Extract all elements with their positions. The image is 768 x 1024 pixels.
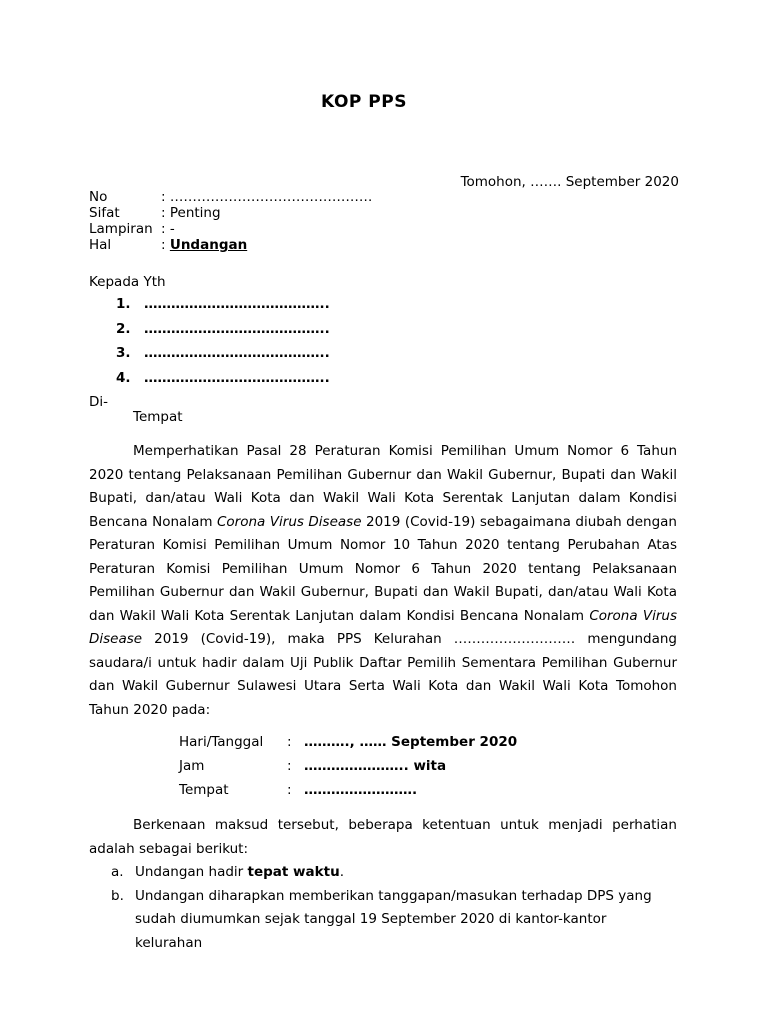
provision-letter: a.	[111, 864, 124, 880]
salutation: Kepada Yth	[89, 274, 166, 290]
meta-value: Penting	[169, 205, 221, 221]
meta-sep: :	[161, 189, 166, 205]
schedule-value: ………………….. wita	[304, 758, 447, 774]
meta-row-lampiran	[89, 221, 372, 237]
recipient-item	[116, 345, 330, 370]
schedule-sep: :	[287, 734, 292, 750]
schedule-row-place	[179, 778, 517, 802]
schedule-label: Tempat	[179, 782, 229, 798]
schedule-row-time	[179, 754, 517, 778]
para1-text: 2019 (Covid-19) sebagaimana diubah dengan Peraturan Komisi Pemilihan Umum Nomor 10 Tahun 2020 tentang Perubahan Atas Peraturan Komisi Pemilihan Umum Nomor 6 Tahun 2020 tentang Pelaksanaan Pemilihan Gubernur dan Wakil Gubernur, Bupati dan Wakil Bupati, dan/atau Wali Kota dan Wakil Wali Kota Serentak Lanjutan dalam Kondisi Bencana Nonalam	[89, 513, 677, 624]
meta-label: Lampiran	[89, 221, 153, 237]
meta-sep: :	[161, 205, 166, 221]
body-paragraph-2: Berkenaan maksud tersebut, beberapa ketentuan untuk menjadi perhatian adalah sebagai berikut:	[89, 817, 677, 857]
meta-label: Sifat	[89, 205, 120, 221]
recipient-text: …………………………………..	[144, 320, 330, 337]
provision-item	[89, 885, 677, 956]
recipient-number: 1.	[116, 296, 131, 312]
provisions-list	[89, 861, 677, 955]
letterhead-title: KOP PPS	[321, 92, 407, 112]
provision-bold: tepat waktu	[247, 864, 340, 880]
recipient-number: 3.	[116, 345, 131, 361]
meta-value: -	[169, 221, 175, 237]
body-paragraph-1	[89, 440, 677, 722]
meta-row-sifat	[89, 205, 372, 221]
provision-item	[89, 861, 677, 885]
schedule-value: ………., …… September 2020	[304, 734, 518, 750]
meta-value: ………………………………………	[169, 189, 373, 205]
schedule-sep: :	[287, 782, 292, 798]
schedule-value: …………………….	[304, 782, 418, 798]
recipient-item	[116, 370, 330, 395]
meta-sep: :	[161, 237, 166, 253]
para1-italic: Corona Virus Disease	[216, 513, 362, 530]
para1-text: 2019 (Covid-19), maka PPS Kelurahan ……………………… mengundang saudara/i untuk hadir dalam Uji Publik Daftar Pemilih Sementara Pemilihan Gubernur dan Wakil Gubernur Sulawesi Utara Serta Wali Kota dan Wakil Wali Kota Tomohon Tahun 2020 pada:	[89, 631, 677, 718]
provision-suffix: .	[339, 864, 344, 880]
recipient-item	[116, 321, 330, 346]
provision-letter: b.	[111, 887, 124, 904]
meta-value-subject: Undangan	[169, 237, 248, 253]
recipient-list	[116, 296, 330, 394]
recipient-text: …………………………………..	[144, 296, 330, 312]
provision-text: Undangan diharapkan memberikan tanggapan/masukan terhadap DPS yang sudah diumumkan sejak tanggal 19 September 2020 di kantor-kantor kelurahan	[135, 887, 652, 951]
place-date: Tomohon, ……. September 2020	[460, 174, 679, 190]
address-di: Di-	[89, 394, 109, 410]
recipient-text: …………………………………..	[144, 369, 330, 386]
meta-row-no	[89, 189, 372, 205]
recipient-item	[116, 296, 330, 321]
meta-sep: :	[161, 221, 166, 237]
event-schedule	[179, 730, 517, 802]
recipient-number: 2.	[116, 320, 131, 337]
provision-text	[135, 861, 677, 885]
schedule-label: Hari/Tanggal	[179, 734, 264, 750]
meta-row-hal	[89, 237, 372, 253]
schedule-sep: :	[287, 758, 292, 774]
recipient-number: 4.	[116, 369, 131, 386]
meta-label: Hal	[89, 237, 112, 253]
para1-italic: Corona Virus Disease	[89, 607, 677, 647]
provision-prefix: Undangan hadir	[135, 864, 248, 880]
schedule-row-date	[179, 730, 517, 754]
recipient-text: …………………………………..	[144, 345, 330, 361]
para1-text: Memperhatikan Pasal 28 Peraturan Komisi Pemilihan Umum Nomor 6 Tahun 2020 tentang Pelaksanaan Pemilihan Gubernur dan Wakil Gubernur, Bupati dan Wakil Bupati, dan/atau Wali Kota dan Wakil Wali Kota Serentak Lanjutan dalam Kondisi Bencana Nonalam	[89, 443, 677, 530]
schedule-label: Jam	[179, 758, 205, 774]
meta-label: No	[89, 189, 108, 205]
letter-meta	[89, 189, 372, 253]
address-tempat: Tempat	[133, 409, 183, 425]
